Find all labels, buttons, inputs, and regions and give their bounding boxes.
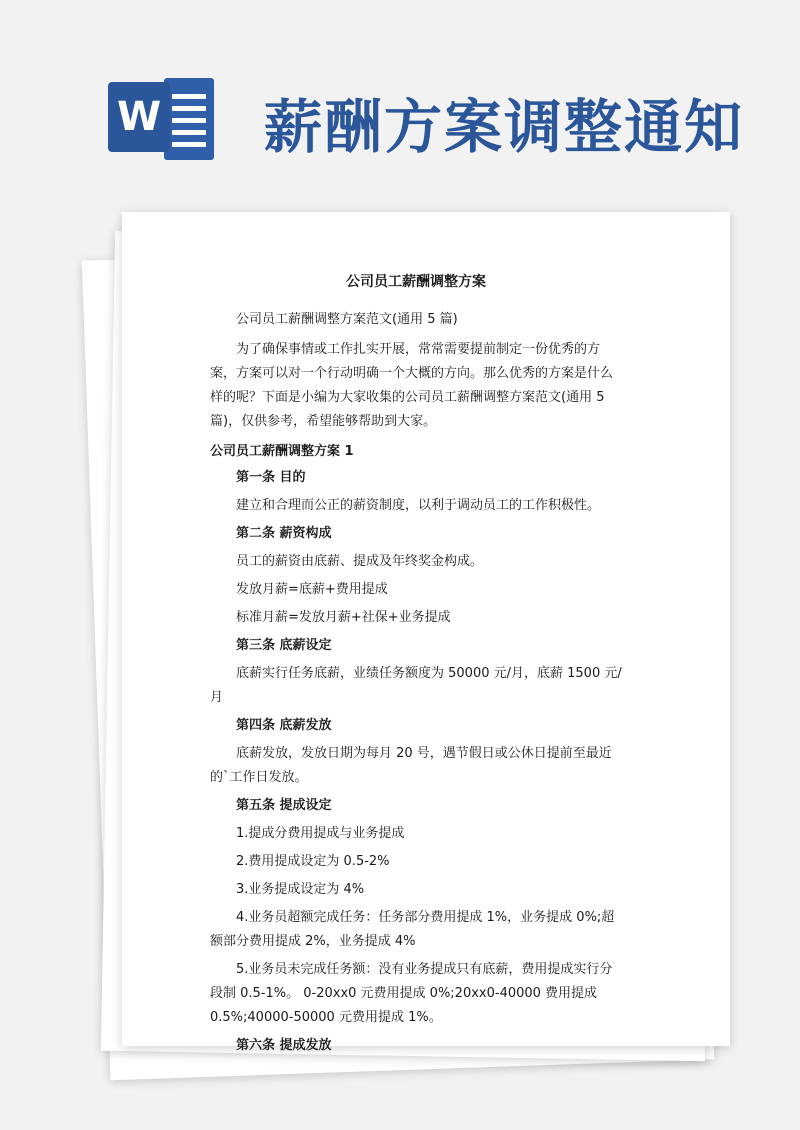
article-text: 标准月薪=发放月薪+社保+业务提成 [236, 610, 451, 625]
page-title: 薪酬方案调整通知 [264, 93, 745, 161]
word-icon-letter: W [108, 82, 170, 152]
section-heading: 公司员工薪酬调整方案 1 [210, 444, 354, 459]
list-item: 4.业务员超额完成任务：任务部分费用提成 1%，业务提成 0%;超额部分费用提成 2%，业务提成 4% [210, 910, 615, 949]
document-title: 公司员工薪酬调整方案 [346, 274, 486, 290]
article-heading: 第二条 薪资构成 [236, 526, 332, 541]
list-item: 2.费用提成设定为 0.5-2% [236, 854, 390, 869]
article-heading: 第六条 提成发放 [236, 1038, 332, 1053]
article-text: 建立和合理而公正的薪资制度，以利于调动员工的工作积极性。 [236, 498, 601, 513]
document-content [210, 270, 622, 1062]
article-heading: 第三条 底薪设定 [236, 638, 332, 653]
intro-paragraph: 为了确保事情或工作扎实开展，常常需要提前制定一份优秀的方案，方案可以对一个行动明确一个大概的方向。那么优秀的方案是什么样的呢？下面是小编为大家收集的公司员工薪酬调整方案范文(通用 5 篇)，仅供参考，希望能够帮助到大家。 [210, 342, 614, 429]
word-document-icon [108, 78, 216, 160]
article-heading: 第五条 提成设定 [236, 798, 332, 813]
article-text: 底薪实行任务底薪，业绩任务额度为 50000 元/月，底薪 1500 元/月 [210, 666, 622, 705]
list-item: 3.业务提成设定为 4% [236, 882, 365, 897]
article-heading: 第四条 底薪发放 [236, 718, 332, 733]
header [0, 0, 800, 200]
article-text: 发放月薪=底薪+费用提成 [236, 582, 388, 597]
list-item: 5.业务员未完成任务额：没有业务提成只有底薪，费用提成实行分段制 0.5-1%。 0-20xx0 元费用提成 0%;20xx0-40000 费用提成0.5%;40000-50000 元费用提成 1%。 [210, 962, 613, 1025]
article-text: 员工的薪资由底薪、提成及年终奖金构成。 [236, 554, 484, 569]
article-text: 底薪发放，发放日期为每月 20 号，遇节假日或公休日提前至最近的`工作日发放。 [210, 746, 612, 785]
article-heading: 第一条 目的 [236, 470, 306, 485]
word-icon-lines [164, 78, 214, 160]
list-item: 1.提成分费用提成与业务提成 [236, 826, 405, 841]
document-subtitle: 公司员工薪酬调整方案范文(通用 5 篇) [236, 312, 458, 327]
